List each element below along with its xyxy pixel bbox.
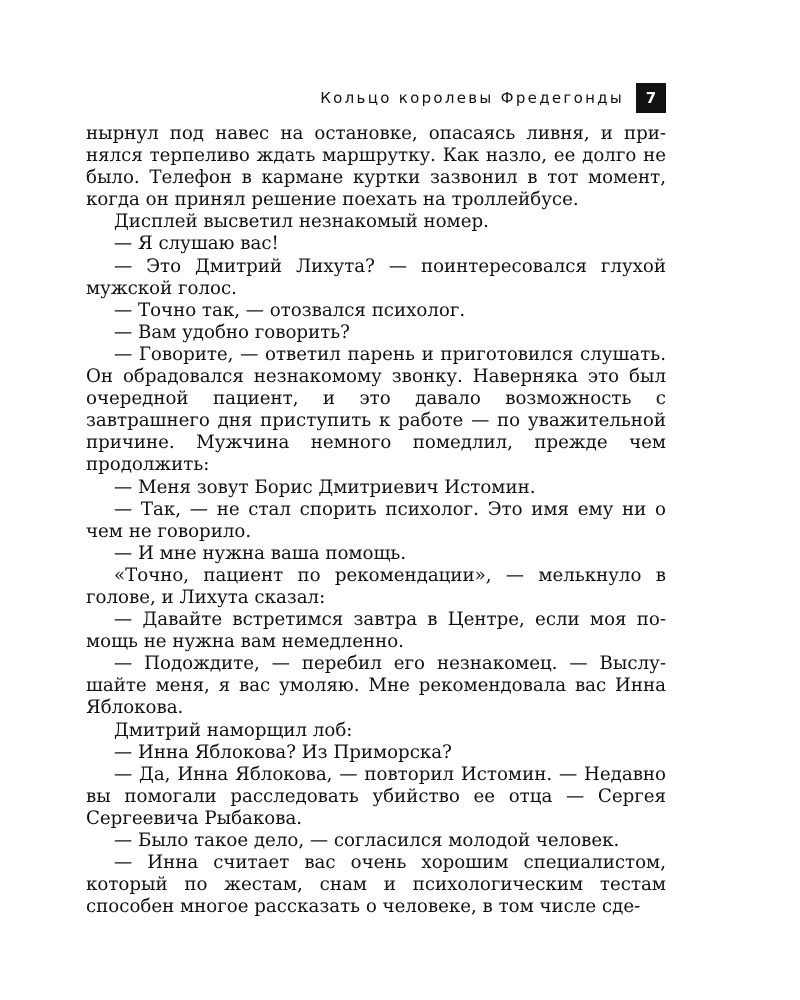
paragraph: «Точно, пациент по рекомендации», — мелькнуло в голове, и Лихута сказал: <box>86 564 666 608</box>
paragraph: — Так, — не стал спорить психолог. Это имя ему ни о чем не говорило. <box>86 498 666 542</box>
paragraph: — Инна Яблокова? Из Приморска? <box>114 741 452 763</box>
page-number: 7 <box>636 83 666 113</box>
paragraph: — Было такое дело, — согласился молодой человек. <box>114 830 620 851</box>
paragraph: Дмитрий наморщил лоб: <box>114 719 353 741</box>
running-title: Кольцо королевы Фредегонды <box>320 89 624 107</box>
paragraph: — Вам удобно говорить? <box>114 321 350 343</box>
paragraph: — Говорите, — ответил парень и приготовился слушать. Он обрадовался незнакомому звонку. Наверняка это был очередной пациент, и это давало возможность с завтрашнего дня приступить к работе — по уважительной причине. Мужчина немного помедлил, прежде чем продолжить: <box>86 343 666 476</box>
paragraph: — Меня зовут Борис Дмитриевич Истомин. <box>114 476 536 498</box>
paragraph: — Подождите, — перебил его незнакомец. — Выслушайте меня, я вас умоляю. Мне рекомендовала вас Инна Яблокова. <box>86 653 666 719</box>
paragraph: нырнул под навес на остановке, опасаясь ливня, и принялся терпеливо ждать маршрутку. Как назло, ее долго не было. Телефон в кармане куртки зазвонил в тот момент, когда он принял решение поехать на троллейбусе. <box>86 123 666 211</box>
paragraph: — Да, Инна Яблокова, — повторил Истомин. — Недавно вы помогали расследовать убийство ее отца — Сергея Сергеевича Рыбакова. <box>86 763 666 829</box>
running-header <box>86 82 666 114</box>
paragraph: — Это Дмитрий Лихута? — поинтересовался глухой мужской голос. <box>86 255 666 299</box>
paragraph: — И мне нужна ваша помощь. <box>114 542 407 564</box>
body-text <box>86 123 666 918</box>
paragraph: — Я слушаю вас! <box>114 233 279 255</box>
paragraph: — Давайте встретимся завтра в Центре, если моя помощь не нужна вам немедленно. <box>86 609 666 653</box>
paragraph: Дисплей высветил незнакомый номер. <box>114 211 489 233</box>
paragraph: — Точно так, — отозвался психолог. <box>114 299 466 321</box>
paragraph: — Инна считает вас очень хорошим специалистом, который по жестам, снам и психологическим тестам способен многое рассказать о человеке, в том числе сде- <box>86 852 666 918</box>
